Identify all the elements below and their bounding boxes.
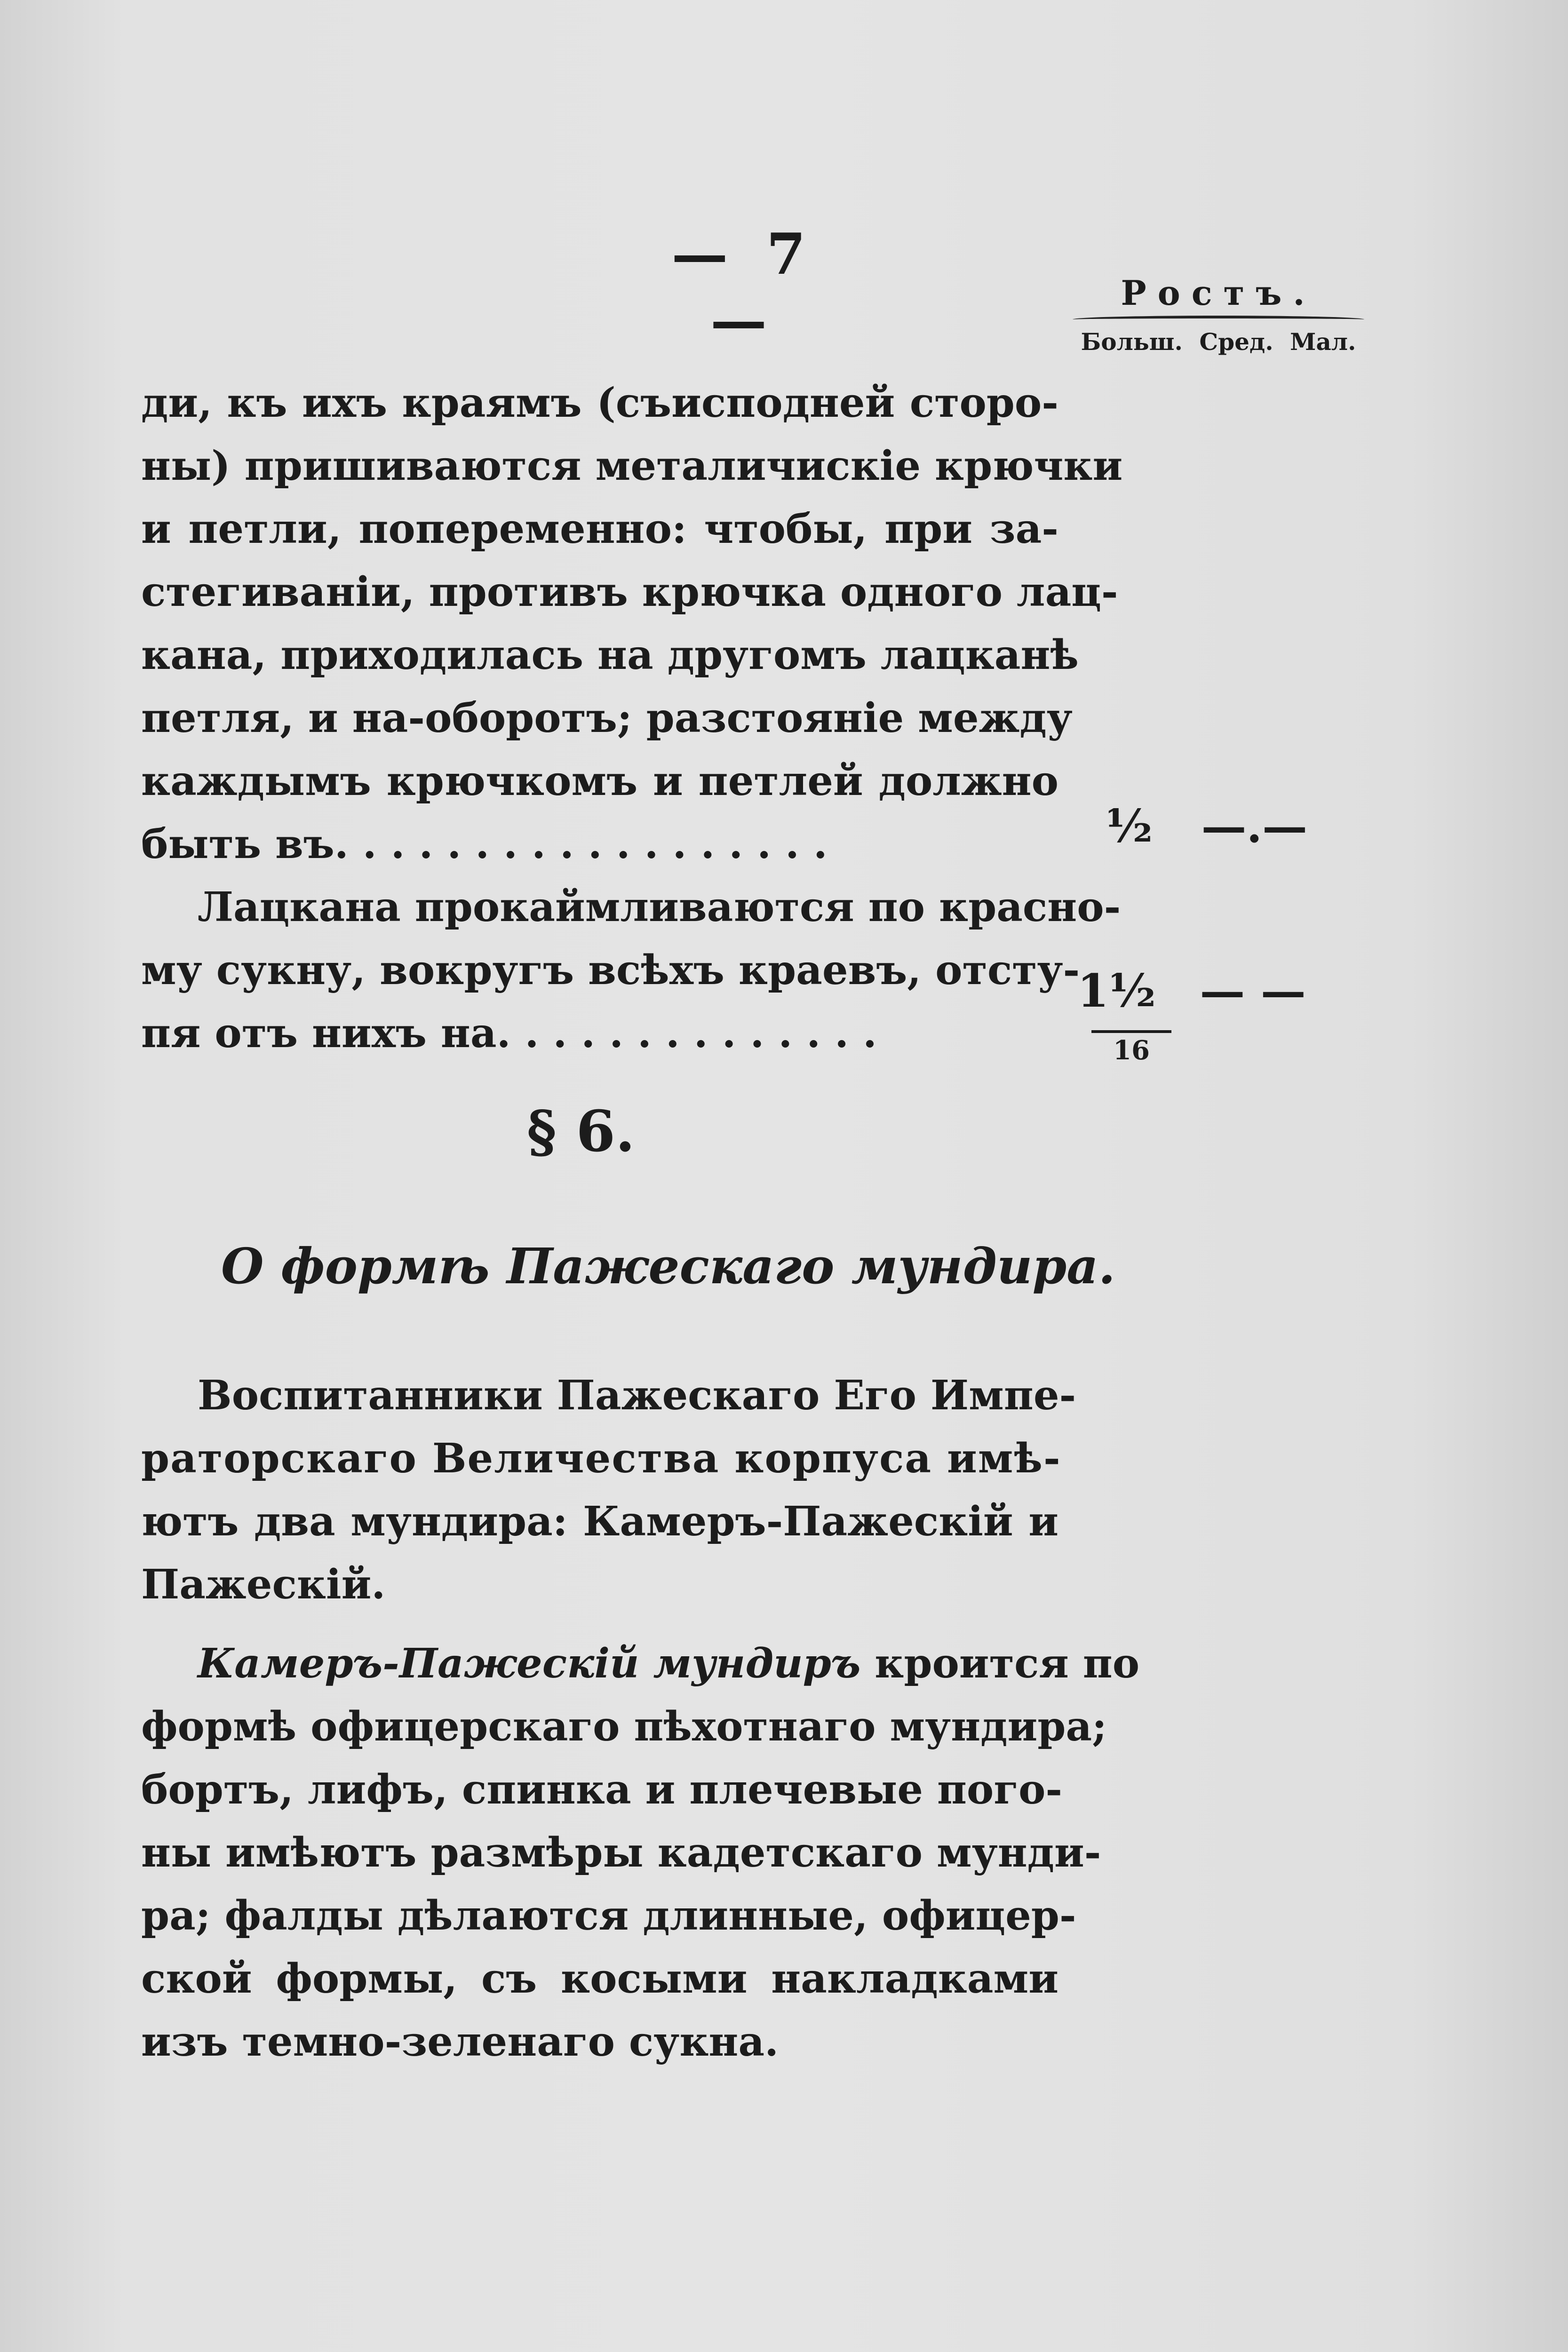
text-line: Воспитанники Пажескаго Его Импе- xyxy=(198,1372,1076,1419)
text-line: ны) пришиваются металичискіе крючки xyxy=(141,442,1123,490)
text-line: петля, и на-оборотъ; разстояніе между xyxy=(141,694,1073,742)
text-line: каждымъ крючкомъ и петлей должно xyxy=(141,757,1059,805)
measurement-denominator: 16 xyxy=(1091,1030,1171,1066)
section-heading: О формѣ Пажескаго мундира. xyxy=(221,1237,1115,1295)
section-number: § 6. xyxy=(527,1098,635,1165)
text-line: бортъ, лифъ, спинка и плечевые пого- xyxy=(141,1766,1063,1813)
column-header xyxy=(1059,273,1378,356)
text-line: пя отъ нихъ на. . . . . . . . . . . . . . xyxy=(141,1009,877,1057)
column-header-rule xyxy=(1073,316,1364,323)
text-line: стегиваніи, противъ крючка одного лац- xyxy=(141,568,1118,616)
text-line: ди, къ ихъ краямъ (съисподней сторо- xyxy=(141,379,1059,427)
text-line: изъ темно-зеленаго сукна. xyxy=(141,2018,779,2066)
text-line: ской формы, съ косыми накладками xyxy=(141,1955,1059,2002)
text-line: Пажескій. xyxy=(141,1561,386,1608)
text-line: Лацкана прокаймливаются по красно- xyxy=(198,883,1121,931)
text-line: раторскаго Величества корпуса имѣ- xyxy=(141,1435,1061,1482)
measurement-extra: —.— xyxy=(1201,800,1307,853)
text-line xyxy=(141,1632,1140,1695)
text-line: ны имѣютъ размѣры кадетскаго мунди- xyxy=(141,1829,1101,1876)
page-number: — 7 — xyxy=(671,221,815,354)
paragraph-uniforms xyxy=(141,1364,1140,2074)
column-header-title: Ростъ. xyxy=(1121,273,1316,313)
text-line: и петли, попеременно: чтобы, при за- xyxy=(141,505,1059,553)
measurement-extra: — — xyxy=(1200,964,1306,1017)
italic-term: Камеръ-Пажескій мундиръ xyxy=(198,1640,861,1687)
text-line: му сукну, вокругъ всѣхъ краевъ, отсту- xyxy=(141,946,1080,994)
text-line: ютъ два мундира: Камеръ-Пажескій и xyxy=(141,1498,1059,1545)
measurement-lapel-edging xyxy=(1077,964,1306,1017)
column-header-sizes: Больш. Сред. Мал. xyxy=(1081,328,1356,356)
text-span: кроится по xyxy=(860,1640,1140,1687)
text-line: кана, приходилась на другомъ лацканѣ xyxy=(141,631,1079,679)
measurement-value: ½ xyxy=(1106,800,1153,853)
measurement-value: 1½ xyxy=(1077,964,1156,1017)
measurement-hook-spacing xyxy=(1106,800,1307,853)
text-line: формѣ офицерскаго пѣхотнаго мундира; xyxy=(141,1703,1107,1750)
text-line: ра; фалды дѣлаются длинные, офицер- xyxy=(141,1892,1076,1939)
text-line: быть въ. . . . . . . . . . . . . . . . . . xyxy=(141,820,828,868)
